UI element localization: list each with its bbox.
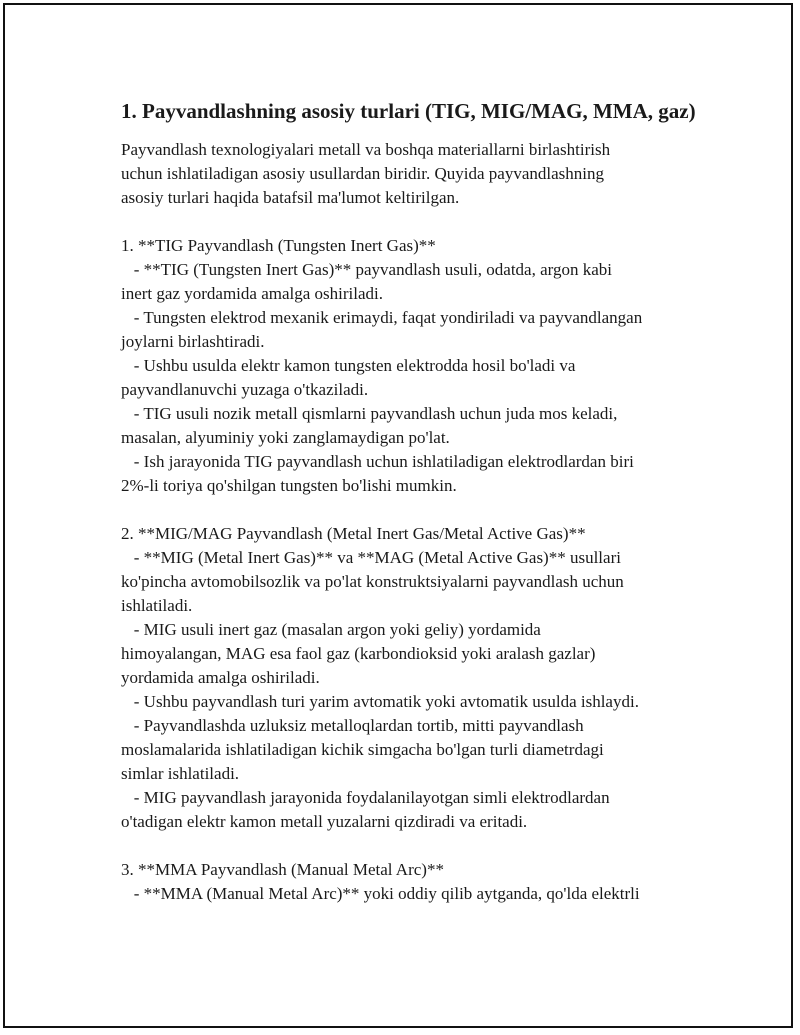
document-page xyxy=(3,3,793,1028)
document-content xyxy=(121,97,711,906)
document-body: Payvandlash texnologiyalari metall va boshqa materiallarni birlashtirish uchun ishlatiladigan asosiy usullardan biridir. Quyida payvandlashning asosiy turlari haqida batafsil ma'lumot keltirilgan. 1. **TIG Payvandlash (Tungsten Inert Gas)** - **TIG (Tungsten Inert Gas)** payvandlash usuli, odatda, argon kabi inert gaz yordamida amalga oshiriladi. - Tungsten elektrod mexanik erimaydi, faqat yondiriladi va payvandlangan joylarni birlashtiradi. - Ushbu usulda elektr kamon tungsten elektrodda hosil bo'ladi va payvandlanuvchi yuzaga o'tkaziladi. - TIG usuli nozik metall qismlarni payvandlash uchun juda mos keladi, masalan, alyuminiy yoki zanglamaydigan po'lat. - Ish jarayonida TIG payvandlash uchun ishlatiladigan elektrodlardan biri 2%-li toriya qo'shilgan tungsten bo'lishi mumkin. 2. **MIG/MAG Payvandlash (Metal Inert Gas/Metal Active Gas)** - **MIG (Metal Inert Gas)** va **MAG (Metal Active Gas)** usullari ko'pincha avtomobilsozlik va po'lat konstruktsiyalarni payvandlash uchun ishlatiladi. - MIG usuli inert gaz (masalan argon yoki geliy) yordamida himoyalangan, MAG esa faol gaz (karbondioksid yoki aralash gazlar) yordamida amalga oshiriladi. - Ushbu payvandlash turi yarim avtomatik yoki avtomatik usulda ishlaydi. - Payvandlashda uzluksiz metalloqlardan tortib, mitti payvandlash moslamalarida ishlatiladigan kichik simgacha bo'lgan turli diametrdagi simlar ishlatiladi. - MIG payvandlash jarayonida foydalanilayotgan simli elektrodlardan o'tadigan elektr kamon metall yuzalarni qizdiradi va eritadi. 3. **MMA Payvandlash (Manual Metal Arc)** - **MMA (Manual Metal Arc)** yoki oddiy qilib aytganda, qo'lda elektrli xyxy=(121,140,643,903)
document-title: 1. Payvandlashning asosiy turlari (TIG, MIG/MAG, MMA, gaz) xyxy=(121,99,696,123)
